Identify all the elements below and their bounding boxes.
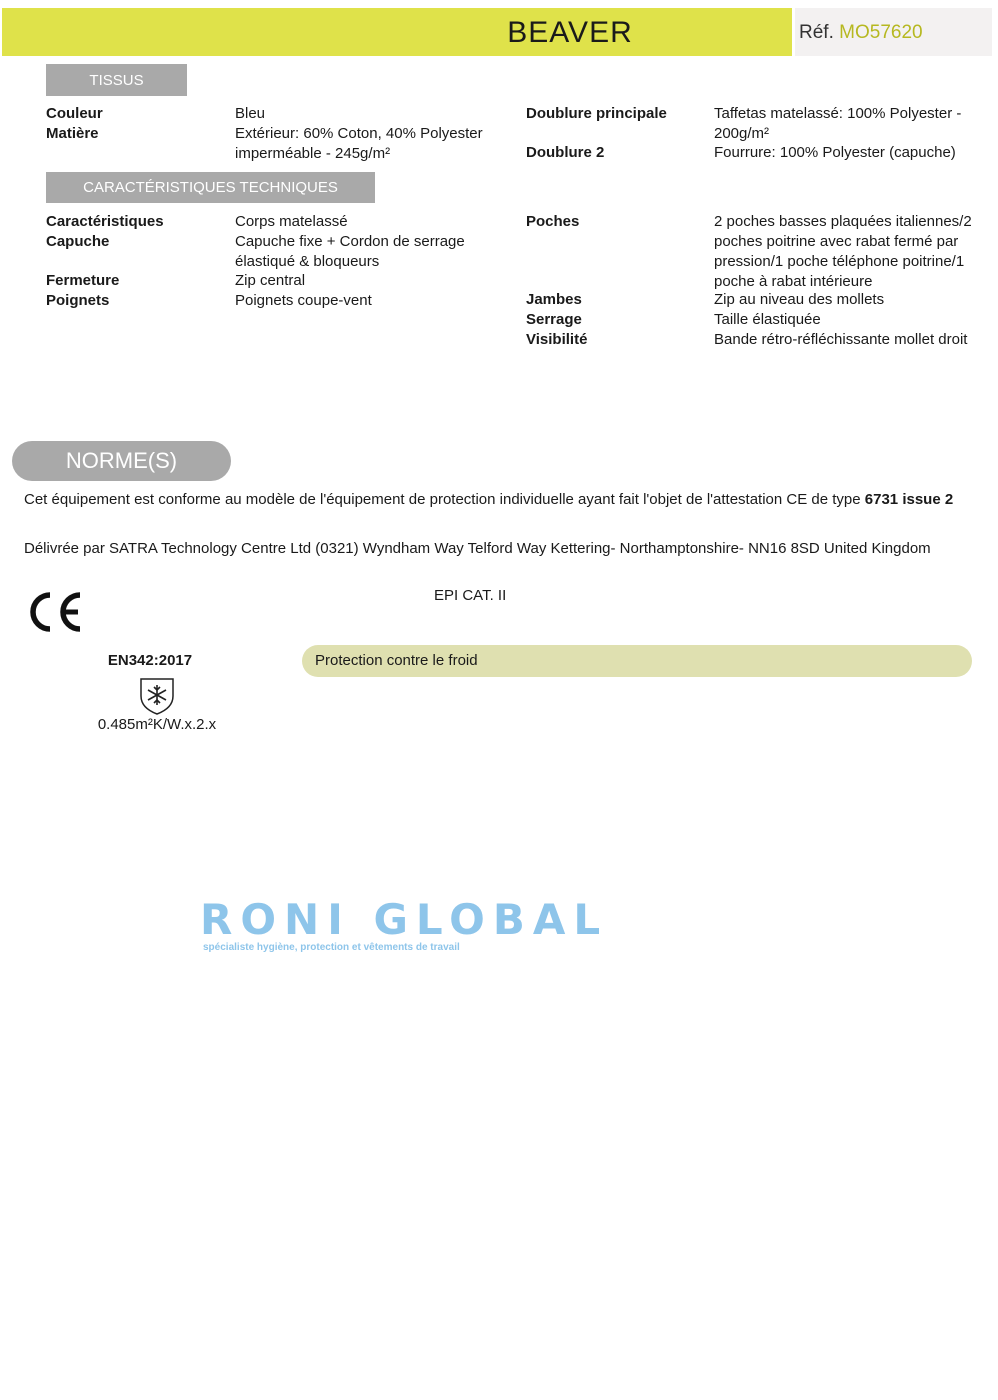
conformity-certificate: 6731 issue 2 bbox=[864, 491, 954, 508]
conformity-text: Cet équipement est conforme au modèle de l'équipement de protection individuelle ayant fait l'objet de l'attestation CE de type bbox=[24, 491, 865, 508]
spec-value-poches: 2 poches basses plaquées italiennes/2 poches poitrine avec rabat fermé par pression/1 poche téléphone poitrine/1 poche à rabat intérieure bbox=[714, 213, 972, 290]
product-title: BEAVER bbox=[507, 16, 633, 49]
header-title-bar bbox=[2, 8, 792, 56]
spec-value-capuche: Capuche fixe + Cordon de serrage élastiqué & bloqueurs bbox=[235, 233, 465, 270]
spec-value-doublure-2: Fourrure: 100% Polyester (capuche) bbox=[714, 144, 956, 161]
standard-value: 0.485m²K/W.x.2.x bbox=[97, 716, 217, 733]
spec-label-fermeture: Fermeture bbox=[46, 272, 120, 289]
reference-label: Réf. bbox=[799, 22, 834, 43]
conformity-paragraph bbox=[24, 490, 954, 510]
spec-value-doublure-principale: Taffetas matelassé: 100% Polyester - 200g/m² bbox=[714, 105, 962, 142]
spec-value-jambes: Zip au niveau des mollets bbox=[714, 291, 885, 308]
spec-value-poignets: Poignets coupe-vent bbox=[235, 292, 372, 309]
spec-value-fermeture: Zip central bbox=[235, 272, 306, 289]
spec-value-matiere: Extérieur: 60% Coton, 40% Polyester imperméable - 245g/m² bbox=[235, 125, 483, 162]
spec-label-doublure-2: Doublure 2 bbox=[526, 144, 605, 161]
spec-value-couleur: Bleu bbox=[235, 105, 266, 122]
section-tab-tissus: TISSUS bbox=[46, 64, 187, 96]
spec-label-poches: Poches bbox=[526, 213, 580, 230]
spec-value-visibilite: Bande rétro-réfléchissante mollet droit bbox=[714, 331, 968, 348]
standard-name: EN342:2017 bbox=[107, 652, 193, 669]
spec-label-serrage: Serrage bbox=[526, 311, 582, 328]
spec-label-caracteristiques: Caractéristiques bbox=[46, 213, 164, 230]
reference bbox=[799, 22, 923, 44]
company-logo bbox=[200, 895, 609, 960]
issued-by-paragraph: Délivrée par SATRA Technology Centre Ltd (0321) Wyndham Way Telford Way Kettering- Northamptonshire- NN16 8SD United Kingdom bbox=[24, 540, 931, 557]
reference-code: MO57620 bbox=[839, 22, 923, 43]
epi-category: EPI CAT. II bbox=[434, 587, 507, 604]
reference-box bbox=[795, 8, 992, 56]
section-tab-caracteristiques: CARACTÉRISTIQUES TECHNIQUES bbox=[46, 172, 375, 203]
section-tab-normes: NORME(S) bbox=[12, 441, 231, 481]
spec-value-serrage: Taille élastiquée bbox=[714, 311, 821, 328]
spec-label-jambes: Jambes bbox=[526, 291, 582, 308]
spec-label-couleur: Couleur bbox=[46, 105, 103, 122]
logo-tagline: spécialiste hygiène, protection et vêtements de travail bbox=[203, 942, 460, 953]
cold-protection-shield-icon bbox=[138, 676, 176, 716]
ce-mark-icon bbox=[26, 590, 84, 634]
standard-description: Protection contre le froid bbox=[315, 652, 478, 669]
standard-description-bar bbox=[302, 645, 972, 677]
logo-name: RONI GLOBAL bbox=[200, 895, 609, 944]
spec-value-caracteristiques: Corps matelassé bbox=[235, 213, 348, 230]
spec-label-matiere: Matière bbox=[46, 125, 99, 142]
spec-label-doublure-principale: Doublure principale bbox=[526, 105, 667, 122]
spec-label-visibilite: Visibilité bbox=[526, 331, 588, 348]
spec-label-capuche: Capuche bbox=[46, 233, 110, 250]
spec-label-poignets: Poignets bbox=[46, 292, 110, 309]
